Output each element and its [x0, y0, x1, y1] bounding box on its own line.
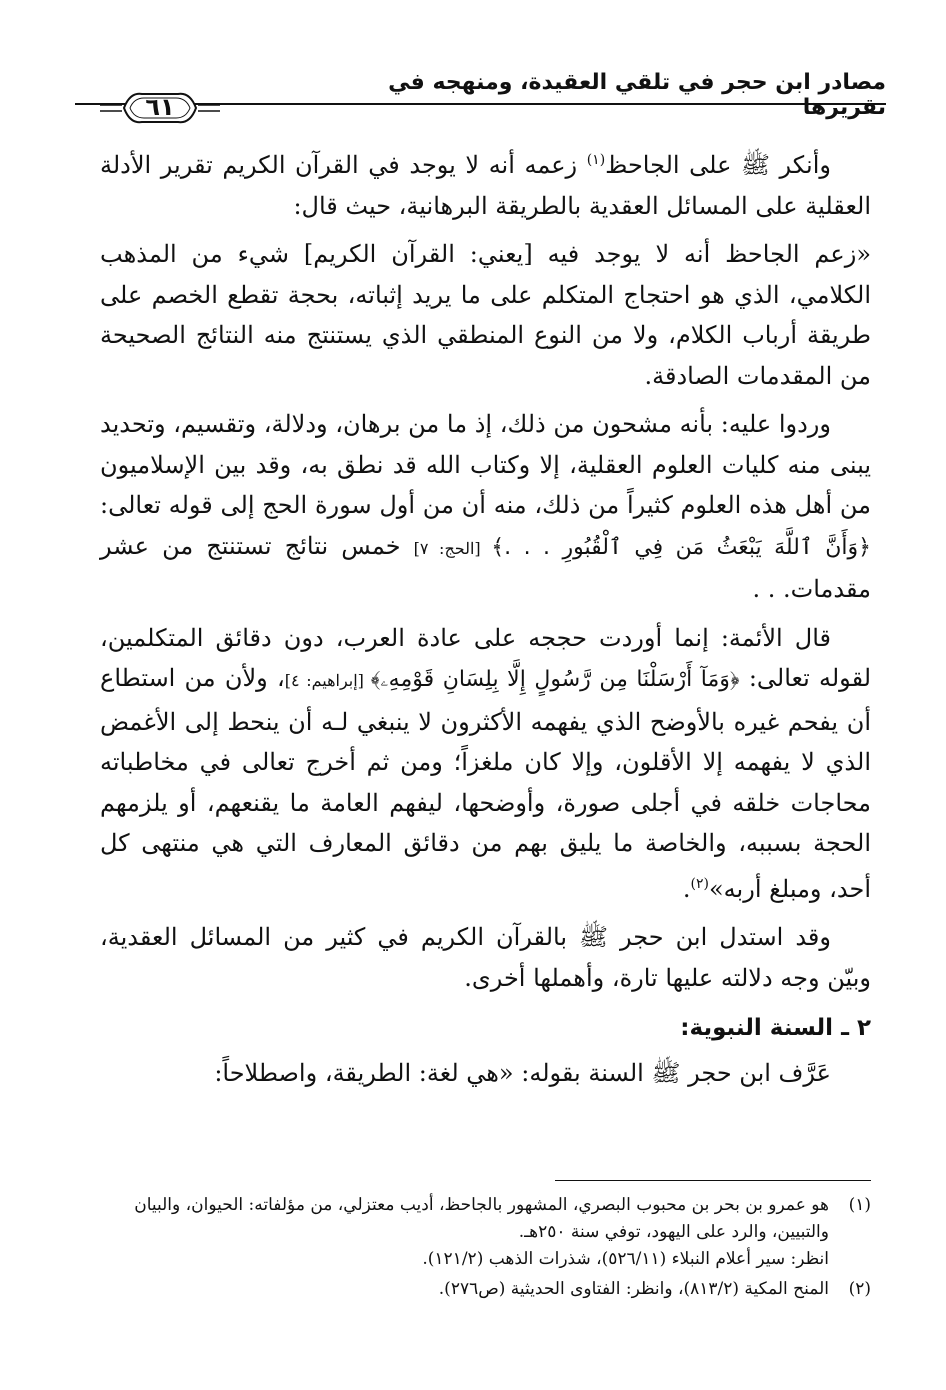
text-run: ، ولأن من استطاع أن يفحم غيره بالأوضح الذي يفهمه الأكثرون لا ينبغي لـه أن ينحط إلى الأغمض الذي لا يفهمه إلا الأقلون، وإلا كان ملغزاً؛ ومن ثم أخرج تعالى في مخاطباته محاجات خلقه في أجلى صورة، وأوضحها، ليفهم العامة ما يقنعهم، أو يلزمهم الحجة بسببه، والخاصة ما يليق بهم من دقائق المعارف التي هي منتهى كل أحد، ومبلغ أربه» — [100, 664, 871, 903]
paragraph — [100, 618, 871, 910]
text-run: قال الأئمة: إنما أوردت حججه على عادة العرب، دون دقائق المتكلمين، لقوله تعالى: — [100, 623, 872, 692]
footnote-line: انظر: سير أعلام النبلاء (٥٢٦/١١)، شذرات الذهب (١٢١/٢). — [422, 1249, 829, 1269]
paragraph: عَرَّف ابن حجر ﷺ السنة بقوله: «هي لغة: الطريقة، واصطلاحاً: — [214, 1058, 831, 1087]
verse-reference: [إبراهيم: ٤] — [284, 671, 371, 690]
footnote-rule — [555, 1180, 871, 1181]
footnote-line: المنح المكية (٨١٣/٢)، وانظر: الفتاوى الحديثية (ص٢٧٦). — [438, 1279, 829, 1299]
text-run: وأنكر ﷺ على الجاحظ — [605, 151, 831, 179]
footnote-ref: (١) — [586, 152, 606, 168]
footnote-number: (٢) — [848, 1279, 871, 1299]
footnote-number: (١) — [848, 1195, 871, 1215]
verse-reference: [الحج: ٧] — [413, 538, 492, 558]
quran-verse: ﴿وَمَآ أَرْسَلْنَا مِن رَّسُولٍ إِلَّا بِلِسَانِ قَوْمِهِۦ﴾ — [370, 667, 740, 692]
footnote-ref: (٢) — [690, 875, 709, 892]
paragraph: وقد استدل ابن حجر ﷺ بالقرآن الكريم في كثير من المسائل العقدية، وبيّن وجه دلالته عليها تارة، وأهملها أخرى. — [100, 923, 871, 992]
footnote — [100, 1276, 871, 1303]
section-heading: ٢ ـ السنة النبوية: — [680, 1015, 871, 1041]
text-run: خمس نتائج تستنتج من عشر مقدمات. . . — [100, 531, 871, 603]
footnote-line: هو عمرو بن بحر بن محبوب البصري، المشهور بالجاحظ، أديب معتزلي، من مؤلفاته: الحيوان، والبيان والتبيين، والرد على اليهود، توفي سنة ٢٥٠هـ. — [134, 1195, 829, 1242]
paragraph — [100, 140, 871, 226]
quran-verse: ﴿وَأَنَّ ٱللَّهَ يَبْعَثُ مَن فِي ٱلْقُبُورِ . . .﴾ — [491, 534, 872, 560]
quotation-paragraph: «زعم الجاحظ أنه لا يوجد فيه [يعني: القرآن الكريم] شيء من المذهب الكلامي، الذي هو احتجاج المتكلم على ما يريد إثباته، بحجة تقطع الخصم على طريقة أرباب الكلام، ولا من النوع المنطقي الذي يستنتج منه النتائج الصحيحة من المقدمات الصادقة. — [100, 240, 871, 390]
main-text — [100, 140, 871, 1101]
page-number-ornament — [100, 90, 220, 128]
running-header-title: مصادر ابن حجر في تلقي العقيدة، ومنهجه في تقريرها — [388, 70, 886, 120]
page-number: ٦١ — [145, 93, 175, 121]
paragraph — [100, 404, 871, 610]
text-run: . — [682, 874, 691, 903]
footnotes — [100, 1192, 871, 1306]
text-run: وردوا عليه: بأنه مشحون من ذلك، إذ ما من برهان، ودلالة، وتقسيم، وتحديد يبنى منه كليات العلوم العقلية، إلا وكتاب الله قد نطق به، وقد بين الإسلاميون من أهل هذه العلوم كثيراً من ذلك، منه أن من أول سورة الحج إلى قوله تعالى: — [100, 410, 871, 519]
text-run: زعمه أنه لا يوجد في القرآن الكريم تقرير الأدلة العقلية على المسائل العقدية بالطريقة البرهانية، حيث قال: — [100, 151, 871, 220]
footnote — [100, 1192, 871, 1273]
